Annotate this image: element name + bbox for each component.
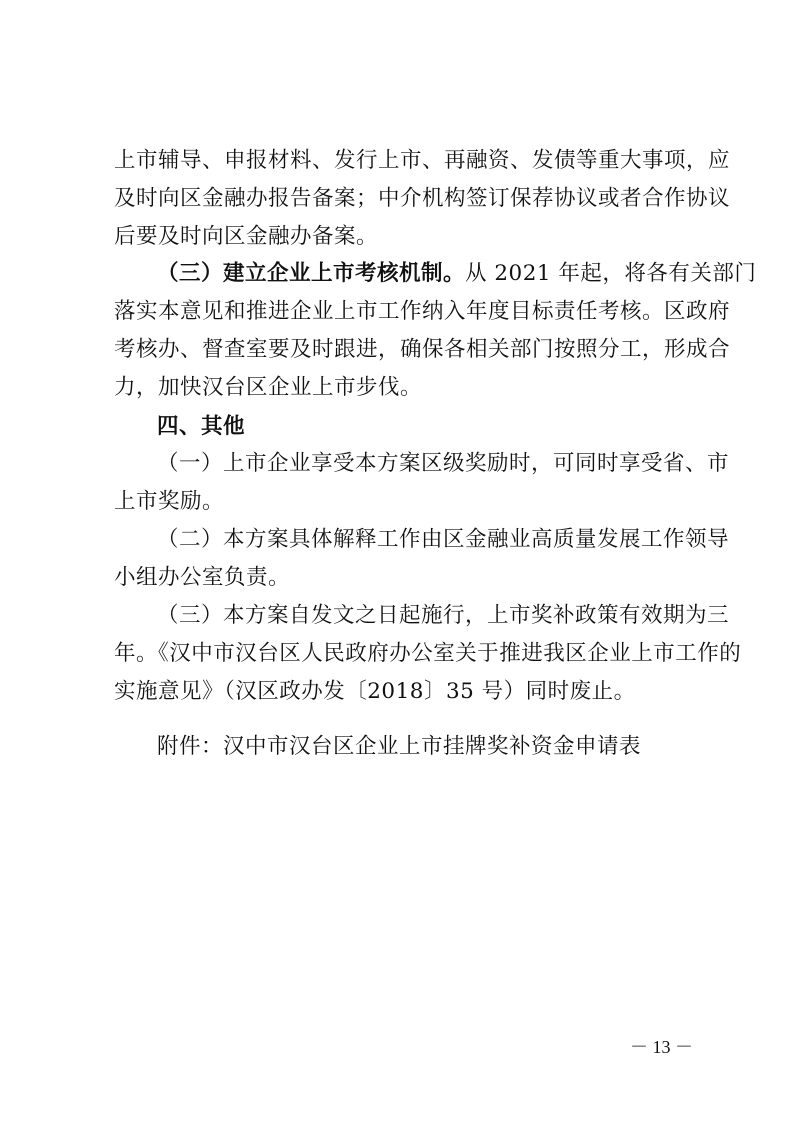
body-text-line: 后要及时向区金融办备案。 xyxy=(114,224,379,249)
body-text-line: 小组办公室负责。 xyxy=(114,565,291,590)
section-3-bold-title: （三）建立企业上市考核机制。 xyxy=(157,261,466,286)
body-text-line: 落实本意见和推进企业上市工作纳入年度目标责任考核。区政府 xyxy=(114,299,731,324)
body-text-line: 实施意见》（汉区政办发〔2018〕35 号）同时废止。 xyxy=(114,679,636,704)
body-text-line: 考核办、督查室要及时跟进，确保各相关部门按照分工，形成合 xyxy=(114,337,731,362)
body-text-line: （三）本方案自发文之日起施行，上市奖补政策有效期为三 xyxy=(157,603,730,628)
section-heading: 四、其他 xyxy=(157,414,246,439)
body-text-line: （一）上市企业享受本方案区级奖励时，可同时享受省、市 xyxy=(157,451,730,476)
body-text-line: 及时向区金融办报告备案；中介机构签订保荐协议或者合作协议 xyxy=(114,186,731,211)
body-text-line: 上市辅导、申报材料、发行上市、再融资、发债等重大事项，应 xyxy=(114,148,731,173)
body-text-line: （二）本方案具体解释工作由区金融业高质量发展工作领导 xyxy=(157,527,730,552)
section-3-heading-line xyxy=(157,257,757,291)
body-text-line: 力，加快汉台区企业上市步伐。 xyxy=(114,375,423,400)
body-text-line: 年。《汉中市汉台区人民政府办公室关于推进我区企业上市工作的 xyxy=(114,641,742,666)
section-3-text: 从 2021 年起，将各有关部门 xyxy=(465,261,757,286)
attachment-note: 附件：汉中市汉台区企业上市挂牌奖补资金申请表 xyxy=(157,734,642,759)
body-text-line: 上市奖励。 xyxy=(114,489,225,514)
page-number: － 13 － xyxy=(630,1037,693,1057)
